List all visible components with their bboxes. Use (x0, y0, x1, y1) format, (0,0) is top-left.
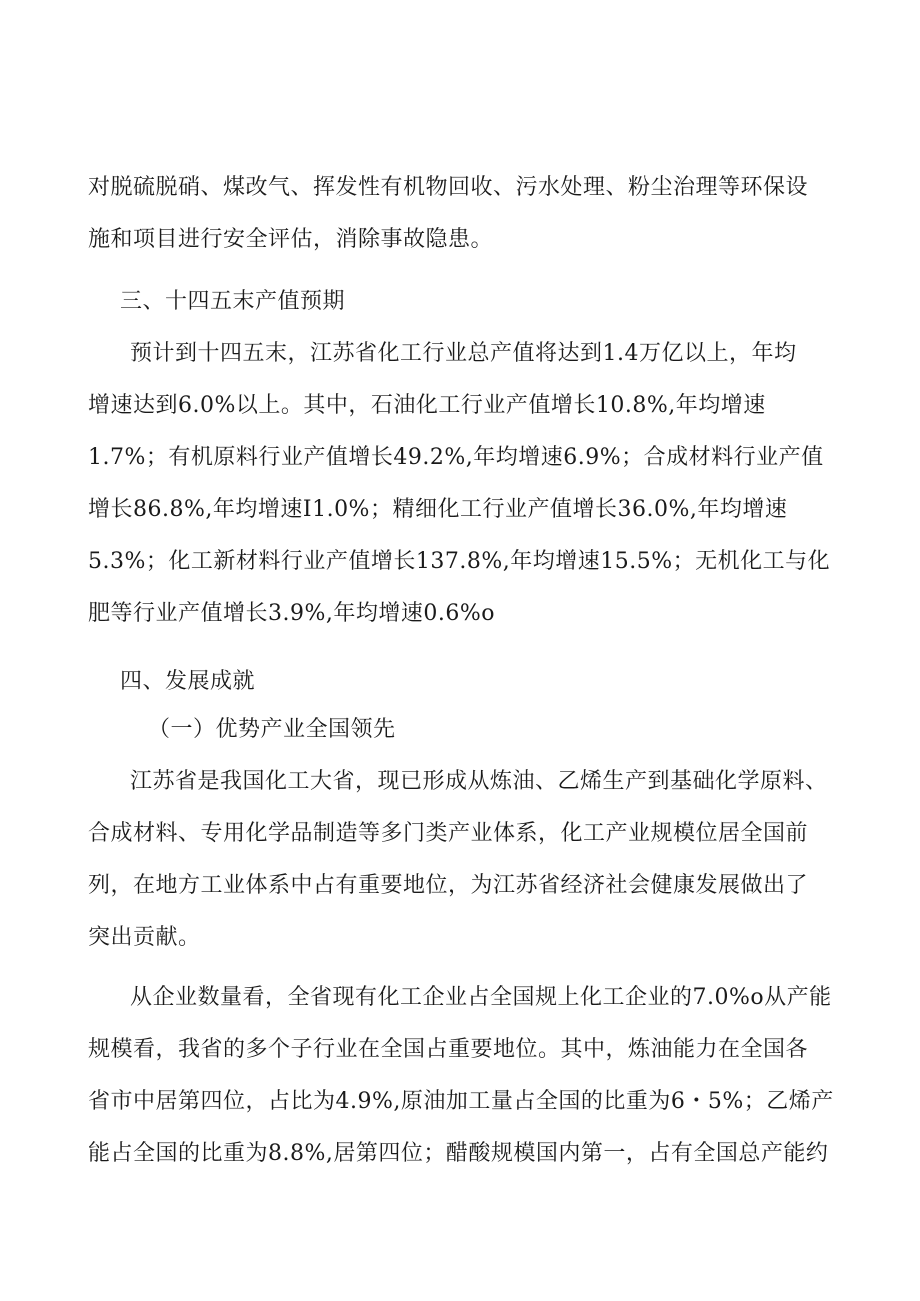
paragraph-line: 增长86.8%,年均增速I1.0%；精细化工行业产值增长36.0%,年均增速 (88, 497, 788, 522)
section-heading: 三、十四五末产值预期 (120, 289, 346, 314)
paragraph-line: 省市中居第四位，占比为4.9%,原油加工量占全国的比重为6・5%；乙烯产 (88, 1089, 834, 1114)
paragraph-line: 从企业数量看，全省现有化工企业占全国规上化工企业的7.0%o从产能 (130, 985, 832, 1010)
paragraph-line: 增速达到6.0%以上。其中，石油化工行业产值增长10.8%,年均增速 (88, 393, 766, 418)
paragraph-line: 能占全国的比重为8.8%,居第四位；醋酸规模国内第一，占有全国总产能约 (88, 1141, 829, 1166)
paragraph-line: 预计到十四五末，江苏省化工行业总产值将达到1.4万亿以上，年均 (130, 341, 797, 366)
paragraph-line: 突出贡献。 (88, 925, 201, 950)
paragraph-line: 1.7%；有机原料行业产值增长49.2%,年均增速6.9%；合成材料行业产值 (88, 445, 824, 470)
paragraph-line: 合成材料、专用化学品制造等多门类产业体系，化工产业规模位居全国前 (88, 821, 809, 846)
paragraph-line: 规模看，我省的多个子行业在全国占重要地位。其中，炼油能力在全国各 (88, 1037, 809, 1062)
subsection-heading: （一）优势产业全国领先 (148, 717, 396, 742)
paragraph-line: 列，在地方工业体系中占有重要地位，为江苏省经济社会健康发展做出了 (88, 873, 809, 898)
paragraph-line: 江苏省是我国化工大省，现已形成从炼油、乙烯生产到基础化学原料、 (130, 769, 828, 794)
paragraph-line: 肥等行业产值增长3.9%,年均增速0.6%o (88, 601, 496, 626)
paragraph-line: 施和项目进行安全评估，消除事故隐患。 (88, 227, 494, 252)
paragraph-line: 5.3%；化工新材料行业产值增长137.8%,年均增速15.5%；无机化工与化 (88, 549, 831, 574)
paragraph-line: 对脱硫脱硝、煤改气、挥发性有机物回收、污水处理、粉尘治理等环保设 (88, 175, 809, 200)
section-heading: 四、发展成就 (120, 669, 256, 694)
